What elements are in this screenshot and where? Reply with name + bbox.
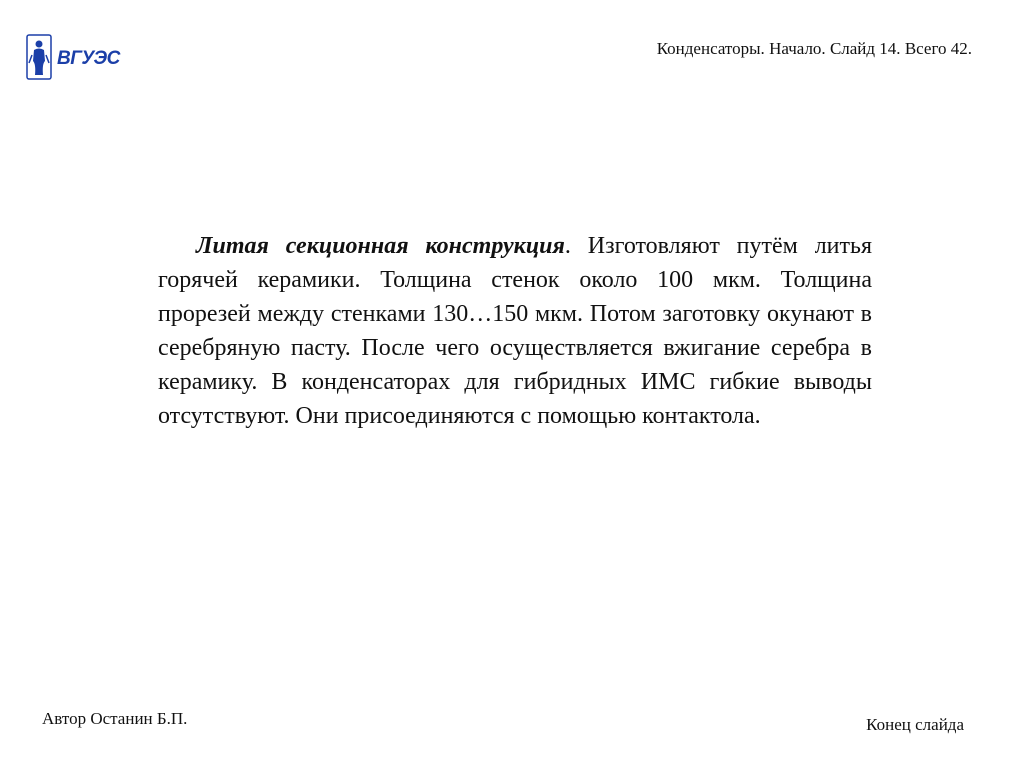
logo-text: ВГУЭС	[57, 48, 120, 69]
slide-header	[657, 38, 972, 60]
term-highlight: Литая секционная конструкция	[196, 233, 565, 259]
slide-total: Всего 42.	[904, 39, 972, 58]
end-slide-link[interactable]: Конец слайда	[866, 715, 964, 734]
body-paragraph: . Изготовляют путём литья горячей керамики. Толщина стенок около 100 мкм. Толщина прорезей между стенками 130…150 мкм. Потом заготовку окунают в серебряную пасту. После чего осуществляется вжигание серебра в керамику. В конденсаторах для гибридных ИМС гибкие выводы отсутствуют. Они присоединяются с помощью контактола.	[158, 233, 872, 429]
logo-graphic	[26, 33, 146, 83]
author-credit: Автор Останин Б.П.	[42, 709, 188, 728]
topic-link[interactable]: Конденсаторы.	[656, 39, 765, 58]
start-link[interactable]: Начало.	[769, 39, 826, 58]
slide-body-text	[158, 229, 872, 433]
slide-number: Слайд 14.	[829, 39, 901, 58]
university-logo	[26, 33, 146, 83]
